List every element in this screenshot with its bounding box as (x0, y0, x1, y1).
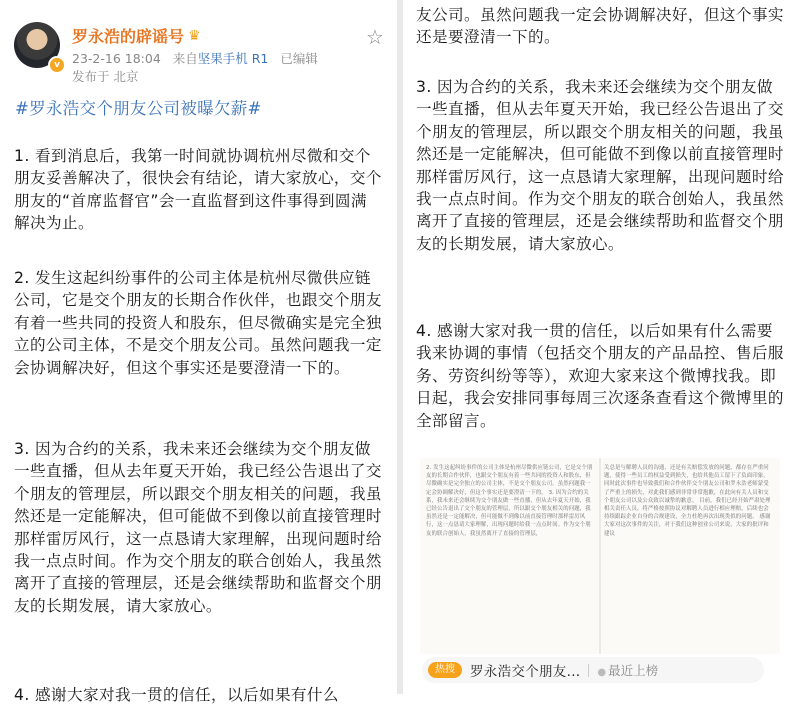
source-prefix: 来自 (172, 51, 198, 66)
device-link[interactable]: 坚果手机 R1 (197, 51, 269, 66)
embedded-text-right: 关总是与解聘人员的沟通，还是有关赔偿发放的问题，都存在严重问题，使得一些员工的权益受到损失，也给其他员工留下了负面印象。同时此次事件也导致我们和合作伙伴交个朋友公司和罗永浩老师蒙受了严重上的损失，对此我们感到非常非常抱歉，在此向有关人员和交个朋友公司以及公众致以诚挚的歉意。 目前，我们已经开始严肃处理相关责任人员，将严格按照协议对解聘人员进行相应理赔，后续也会持续跟踪企业自身的合规建设，全力杜绝再次出现类似的问题。 感谢大家对这次事件的关注，对于我们这种创业公司来说，大家的批评和建议 (604, 465, 771, 537)
paragraph-3-right: 3. 因为合约的关系，我未来还会继续为交个朋友做一些直播，但从去年夏天开始，我已经公告退出了交个朋友的管理层，所以跟交个朋友相关的问题，我虽然还是一定能解决，但可能做不到像以前直接管理时那样雷厉风行，这一点恳请大家理解，出现问题时给我一点点时间。作为交个朋友的联合创始人，我虽然离开了直接的管理层，还是会继续帮助和监督交个朋友的长期发展，请大家放心。 (416, 78, 784, 253)
hashtag-link[interactable]: #罗永浩交个朋友公司被曝欠薪# (15, 99, 262, 118)
author-name[interactable]: 罗永浩的辟谣号 (72, 27, 185, 46)
post-timestamp: 23-2-16 18:04 (72, 51, 161, 66)
edited-label[interactable]: 已编辑 (280, 51, 318, 66)
author-name-row[interactable] (72, 24, 201, 47)
paragraph-3: 3. 因为合约的关系，我未来还会继续为交个朋友做一些直播，但从去年夏天开始，我已经公告退出了交个朋友的管理层，所以跟交个朋友相关的问题，我虽然还是一定能解决，但可能做不到像以前直接管理时那样雷厉风行，这一点恳请大家理解，出现问题时给我一点点时间。作为交个朋友的联合创始人，我虽然离开了直接的管理层，还是会继续帮助和监督交个朋友的长期发展，请大家放心。 (14, 440, 382, 615)
paragraph-1: 1. 看到消息后，我第一时间就协调杭州尽微和交个朋友妥善解决了，很快会有结论，请大家放心，交个朋友的“首席监督官”会一直监督到这件事得到圆满解决为止。 (14, 147, 382, 233)
star-icon[interactable]: ☆ (366, 25, 384, 49)
post-meta (72, 49, 318, 67)
embedded-divider (599, 458, 601, 654)
paragraph-2-continued: 友公司。虽然问题我一定会协调解决好，但这个事实还是要澄清一下的。 (416, 6, 784, 47)
paragraph-2: 2. 发生这起纠纷事件的公司主体是杭州尽微供应链公司，它是交个朋友的长期合作伙伴，也跟交个朋友有着一些共同的投资人和股东，但尽微确实是完全独立的公司主体，不是交个朋友公司。虽然问题我一定会协调解决好，但这个事实还是要澄清一下的。 (14, 269, 382, 377)
crown-icon: ♛ (188, 27, 201, 44)
post-location: 发布于 北京 (72, 69, 139, 84)
hot-search-separator (588, 664, 589, 677)
hot-search-text[interactable]: 罗永浩交个朋友... (470, 664, 581, 680)
dot-icon: ● (597, 667, 607, 678)
embedded-statement-image[interactable] (420, 458, 780, 654)
verified-badge-icon: v (48, 56, 66, 74)
post-left-panel (0, 0, 397, 704)
hot-search-status-text: 最近上榜 (608, 663, 659, 678)
paragraph-4-right: 4. 感谢大家对我一贯的信任，以后如果有什么需要我来协调的事情（包括交个朋友的产品品控、售后服务、劳资纠纷等等），欢迎大家来这个微博找我。即日起，我会安排同事每周三次逐条查看这个微博里的全部留言。 (416, 322, 784, 430)
embedded-text-left: 2. 发生这起纠纷事件的公司主体是杭州尽微供应链公司，它是交个朋友的长期合作伙伴，也跟交个朋友有着一些共同的投资人和股东，但尽微确实是完全独立的公司主体，不是交个朋友公司。虽然问题我一定会协调解决好，但这个事实还是要澄清一下的。 3. 因为合约的关系，我未来还会继续为交个朋友做一些直播，但从去年夏天开始，我已经公告退出了交个朋友的管理层，所以跟交个朋友相关的问题，我虽然还是一定能解决，但可能做不到像以前直接管理时那样雷厉风行，这一点恳请大家理解，出现问题时给我一点点时间。作为交个朋友的联合创始人，我虽然离开了直接的管理层， (426, 465, 593, 537)
hot-search-bar[interactable] (422, 657, 764, 683)
post-right-panel (403, 0, 800, 694)
paragraph-4-cutoff: 4. 感谢大家对我一贯的信任，以后如果有什么 (14, 686, 339, 704)
hot-search-status (597, 661, 658, 679)
hot-search-badge: 热搜 (428, 662, 462, 678)
